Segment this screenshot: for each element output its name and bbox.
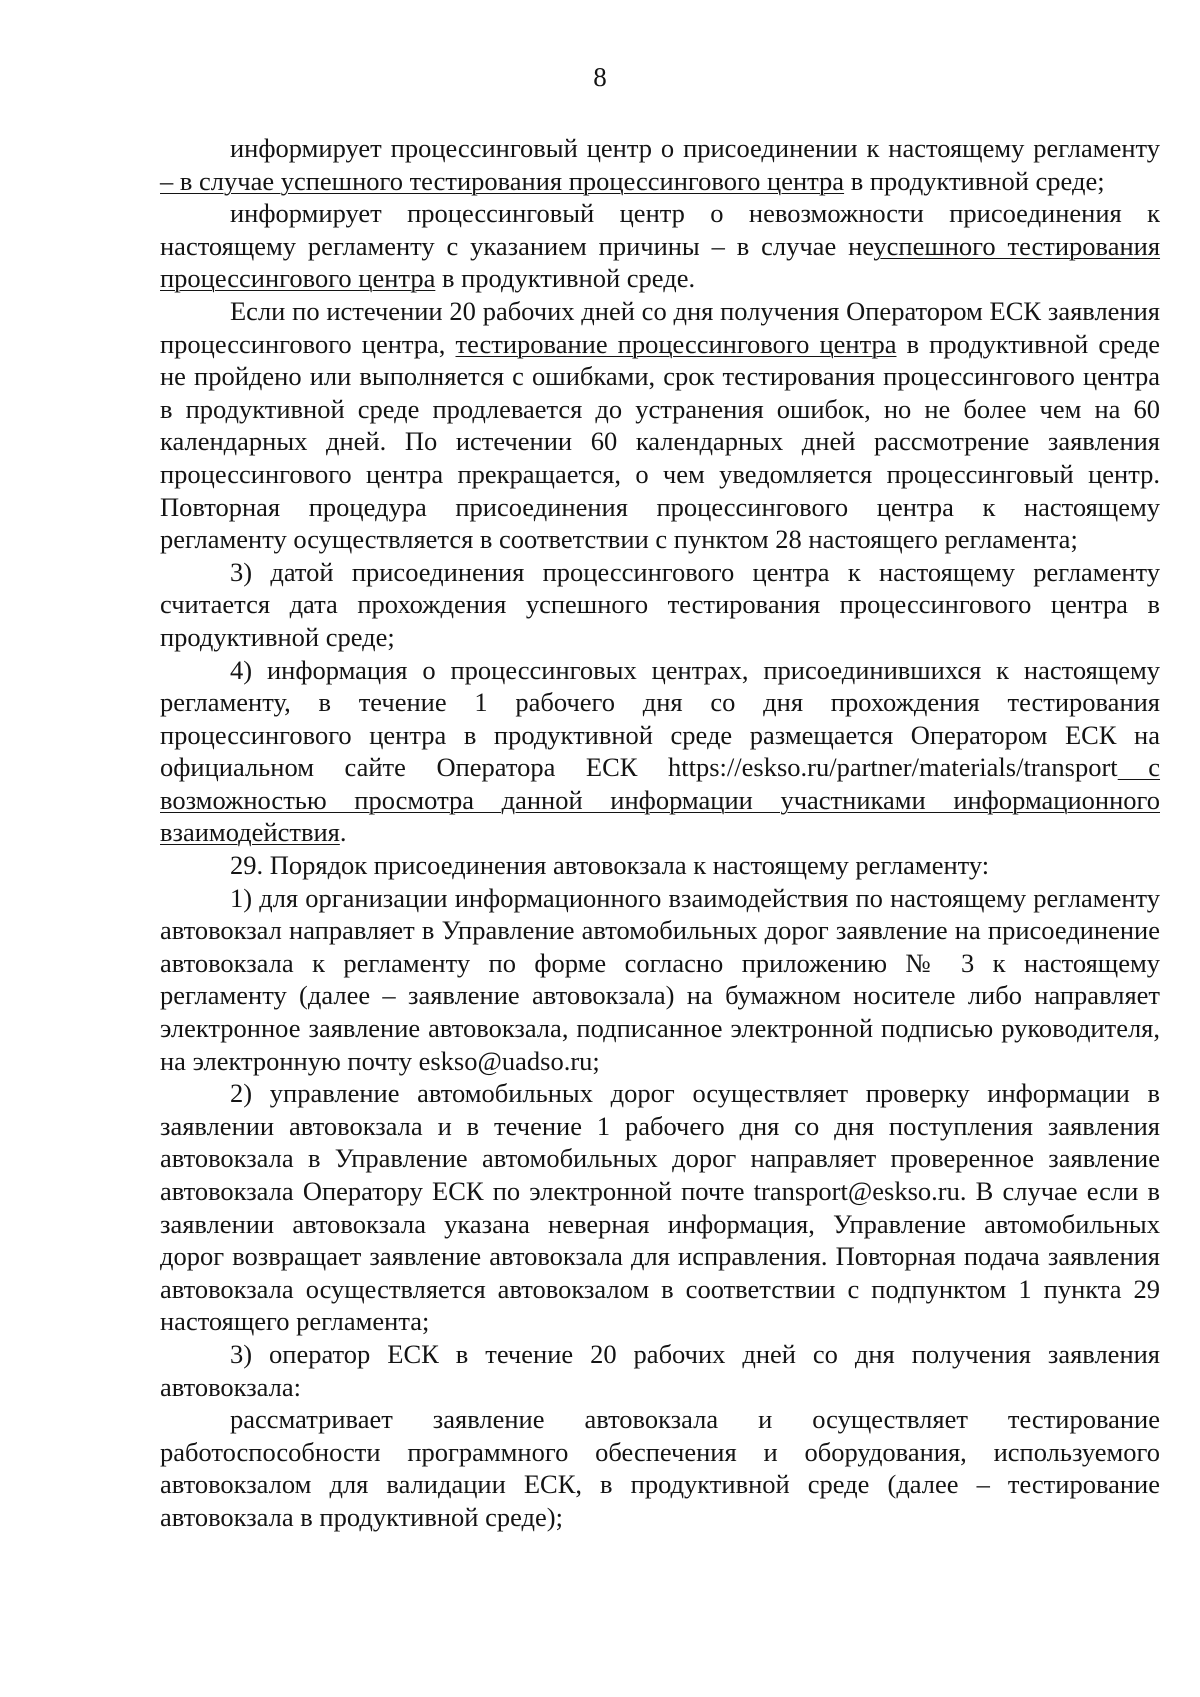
paragraph-text: в продуктивной среде; (844, 165, 1105, 196)
page-number: 8 (593, 62, 607, 92)
paragraph-inform-success (160, 132, 1160, 197)
document-body (160, 132, 1160, 1534)
paragraph-item-4 (160, 654, 1160, 850)
underlined-text: успешного тестирования процессингового центра (160, 230, 1161, 294)
paragraph-29-item-1: 1) для организации информационного взаимодействия по настоящему регламенту автовокзал направляет в Управление автомобильных дорог заявление на присоединение автовокзала к регламенту по форме согласно приложению № 3 к настоящему регламенту (далее – заявление автовокзала) на бумажном носителе либо направляет электронное заявление автовокзала, подписанное электронной подписью руководителя, на электронную почту eskso@uadso.ru; (160, 882, 1160, 1076)
paragraph-inform-failure (160, 197, 1160, 295)
paragraph-text: в продуктивной среде не пройдено или выполняется с ошибками, срок тестирования процессингового центра в продуктивной среде продлевается до устранения ошибок, но не более чем на 60 календарных дней. По истечении 60 календарных дней рассмотрение заявления процессингового центра прекращается, о чем уведомляется процессинговый центр. Повторная процедура присоединения процессингового центра к настоящему регламенту осуществляется в соответствии с пунктом 28 настоящего регламента; (160, 328, 1160, 555)
underlined-text: с возможностью просмотра данной информации участниками информационного взаимодействия (160, 752, 1161, 848)
paragraph-text: информирует процессинговый центр о невозможности присоединения к настоящему регламенту с указанием причины – в случае не (160, 198, 1160, 261)
paragraph-section-29: 29. Порядок присоединения автовокзала к настоящему регламенту: (230, 850, 990, 881)
paragraph-text: Если по истечении 20 рабочих дней со дня получения Оператором ЕСК заявления процессингового центра, (160, 295, 1160, 359)
paragraph-text: . (339, 817, 347, 848)
paragraph-text: 4) информация о процессинговых центрах, присоединившихся к настоящему регламенту, в течение 1 рабочего дня со дня прохождения тестирования процессингового центра в продуктивной среде размещается Оператором ЕСК на официальном сайте Оператора ЕСК https://eskso.ru/partner/materials/transport (160, 654, 1160, 783)
paragraph-29-item-3-sub: рассматривает заявление автовокзала и осуществляет тестирование работоспособности программного обеспечения и оборудования, используемого автовокзалом для валидации ЕСК, в продуктивной среде (далее – тестирование автовокзала в продуктивной среде); (160, 1404, 1160, 1532)
paragraph-29-item-2: 2) управление автомобильных дорог осуществляет проверку информации в заявлении автовокзала и в течение 1 рабочего дня со дня поступления заявления автовокзала в Управление автомобильных дорог направляет проверенное заявление автовокзала Оператору ЕСК по электронной почте transport@eskso.ru. В случае если в заявлении автовокзала указана неверная информация, Управление автомобильных дорог возвращает заявление автовокзала для исправления. Повторная подача заявления автовокзала осуществляется автовокзалом в соответствии с подпунктом 1 пункта 29 настоящего регламента; (160, 1078, 1160, 1337)
underlined-text: – в случае успешного тестирования процессингового центра (160, 165, 845, 196)
paragraph-testing-extension (160, 295, 1160, 556)
paragraph-item-3: 3) датой присоединения процессингового центра к настоящему регламенту считается дата прохождения успешного тестирования процессингового центра в продуктивной среде; (160, 556, 1160, 652)
paragraph-text: в продуктивной среде. (435, 263, 696, 294)
paragraph-text: информирует процессинговый центр о присоединении к настоящему регламенту (230, 133, 1160, 163)
paragraph-29-item-3: 3) оператор ЕСК в течение 20 рабочих дней со дня получения заявления автовокзала: (160, 1338, 1160, 1402)
underlined-text: тестирование процессингового центра (455, 328, 897, 359)
